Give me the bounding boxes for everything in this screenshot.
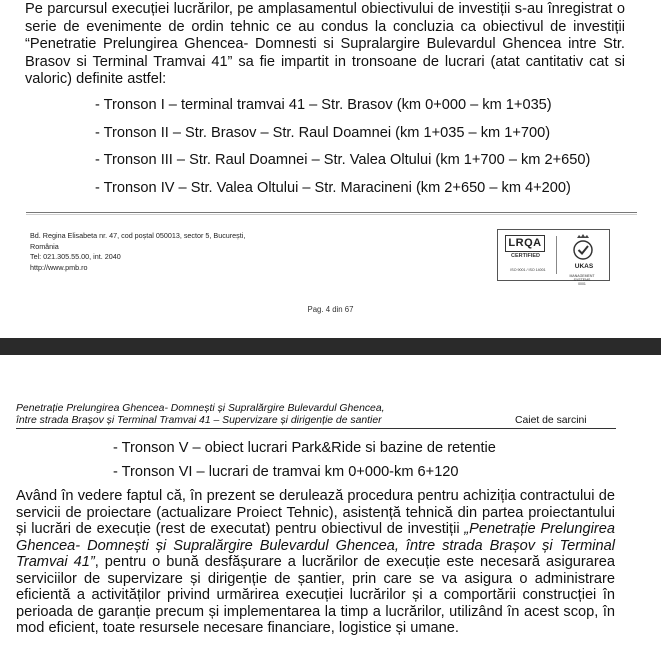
address-website: http://www.pmb.ro [30, 262, 88, 272]
tronson-list-page5 [113, 440, 496, 487]
header-divider [16, 428, 616, 429]
iso-label: ISO 9001 / ISO 14001 [510, 268, 546, 272]
tronson-item-1: - Tronson I – terminal tramvai 41 – Str. Brasov (km 0+000 – km 1+035) [95, 97, 552, 113]
lrqa-certified-label: CERTIFIED [510, 253, 541, 259]
page-separator [0, 338, 661, 355]
ukas-number: 0001 [578, 282, 586, 286]
header-line-2: între strada Brașov și Terminal Tramvai 41 – Supervizare și dirigenție de santier [16, 414, 382, 426]
address-country: România [30, 241, 59, 251]
tronson-item-5: - Tronson V – obiect lucrari Park&Ride si bazine de retentie [113, 440, 496, 456]
tronson-list-page4 [95, 97, 590, 207]
certification-logo [497, 229, 610, 286]
footer-address [30, 231, 245, 273]
ukas-crown-check-icon [567, 233, 599, 263]
running-header-section: Caiet de sarcini [515, 415, 587, 426]
paragraph-end: , pentru o bună desfășurare a lucrărilor de execuție este necesară asigurarea serviciilor de supervizare și dirigenție de șantier, prin care se va asigura o administrare eficientă a activităților privind urmărirea execuției lucrărilor și a comportării construcției în perioada de garanție precum și implementarea la timp a lucrărilor, utilizând în acest scop, în mod eficient, toate resursele necesare financiare, logistice și umane. [16, 554, 615, 636]
address-line: Bd. Regina Elisabeta nr. 47, cod poștal 050013, sector 5, București, [30, 231, 246, 240]
project-name-italic: „Penetrație Prelungirea Ghencea- Domnești și Supralărgire Bulevardul Ghencea, între strada Brașov și Terminal Tramvai 41” [16, 521, 615, 570]
page-number: Pag. 4 din 67 [307, 305, 354, 314]
lrqa-logo: LRQA [505, 235, 545, 252]
ukas-sub-label [562, 274, 602, 286]
header-line-1: Penetrație Prelungirea Ghencea- Domnești și Supralărgire Bulevardul Ghencea, [16, 403, 385, 414]
tronson-item-2: - Tronson II – Str. Brasov – Str. Raul Doamnei (km 1+035 – km 1+700) [95, 124, 551, 141]
running-header-title [16, 403, 385, 426]
address-phone: Tel: 021.305.55.00, int. 2040 [30, 252, 121, 261]
context-paragraph [16, 488, 615, 637]
footer-divider [26, 212, 637, 213]
ukas-label: UKAS [574, 263, 594, 270]
cert-divider [556, 236, 557, 274]
tronson-item-3: - Tronson III – Str. Raul Doamnei – Str. Valea Oltului (km 1+700 – km 2+650) [95, 152, 591, 168]
ukas-management-systems: MANAGEMENT SYSTEMS [569, 274, 595, 282]
tronson-item-6: - Tronson VI – lucrari de tramvai km 0+000-km 6+120 [113, 463, 459, 480]
intro-paragraph: Pe parcursul execuției lucrărilor, pe amplasamentul obiectivului de investiții s-au înregistrat o serie de evenimente de ordin tehnic ce au condus la concluzia ca obiectivul de investiții “Penetratie Prelungirea Ghencea- Domnesti si Supralargire Bulevardul Ghencea intre Str. Brasov si Terminal Tramvai 41” sa fie impartit in tronsoane de lucrari (atat cantitativ cat si valoric) definite astfel: [25, 1, 625, 88]
paragraph-start: Având în vedere faptul că, în prezent se derulează procedura pentru achiziția contractului de servicii de proiectare (actualizare Proiect Tehnic), asistență tehnică din partea proiectantului și lucrări de execuție (rest de executat) pentru obiectivul de investiții [16, 488, 615, 537]
tronson-item-4: - Tronson IV – Str. Valea Oltului – Str. Maracineni (km 2+650 – km 4+200) [95, 179, 571, 196]
